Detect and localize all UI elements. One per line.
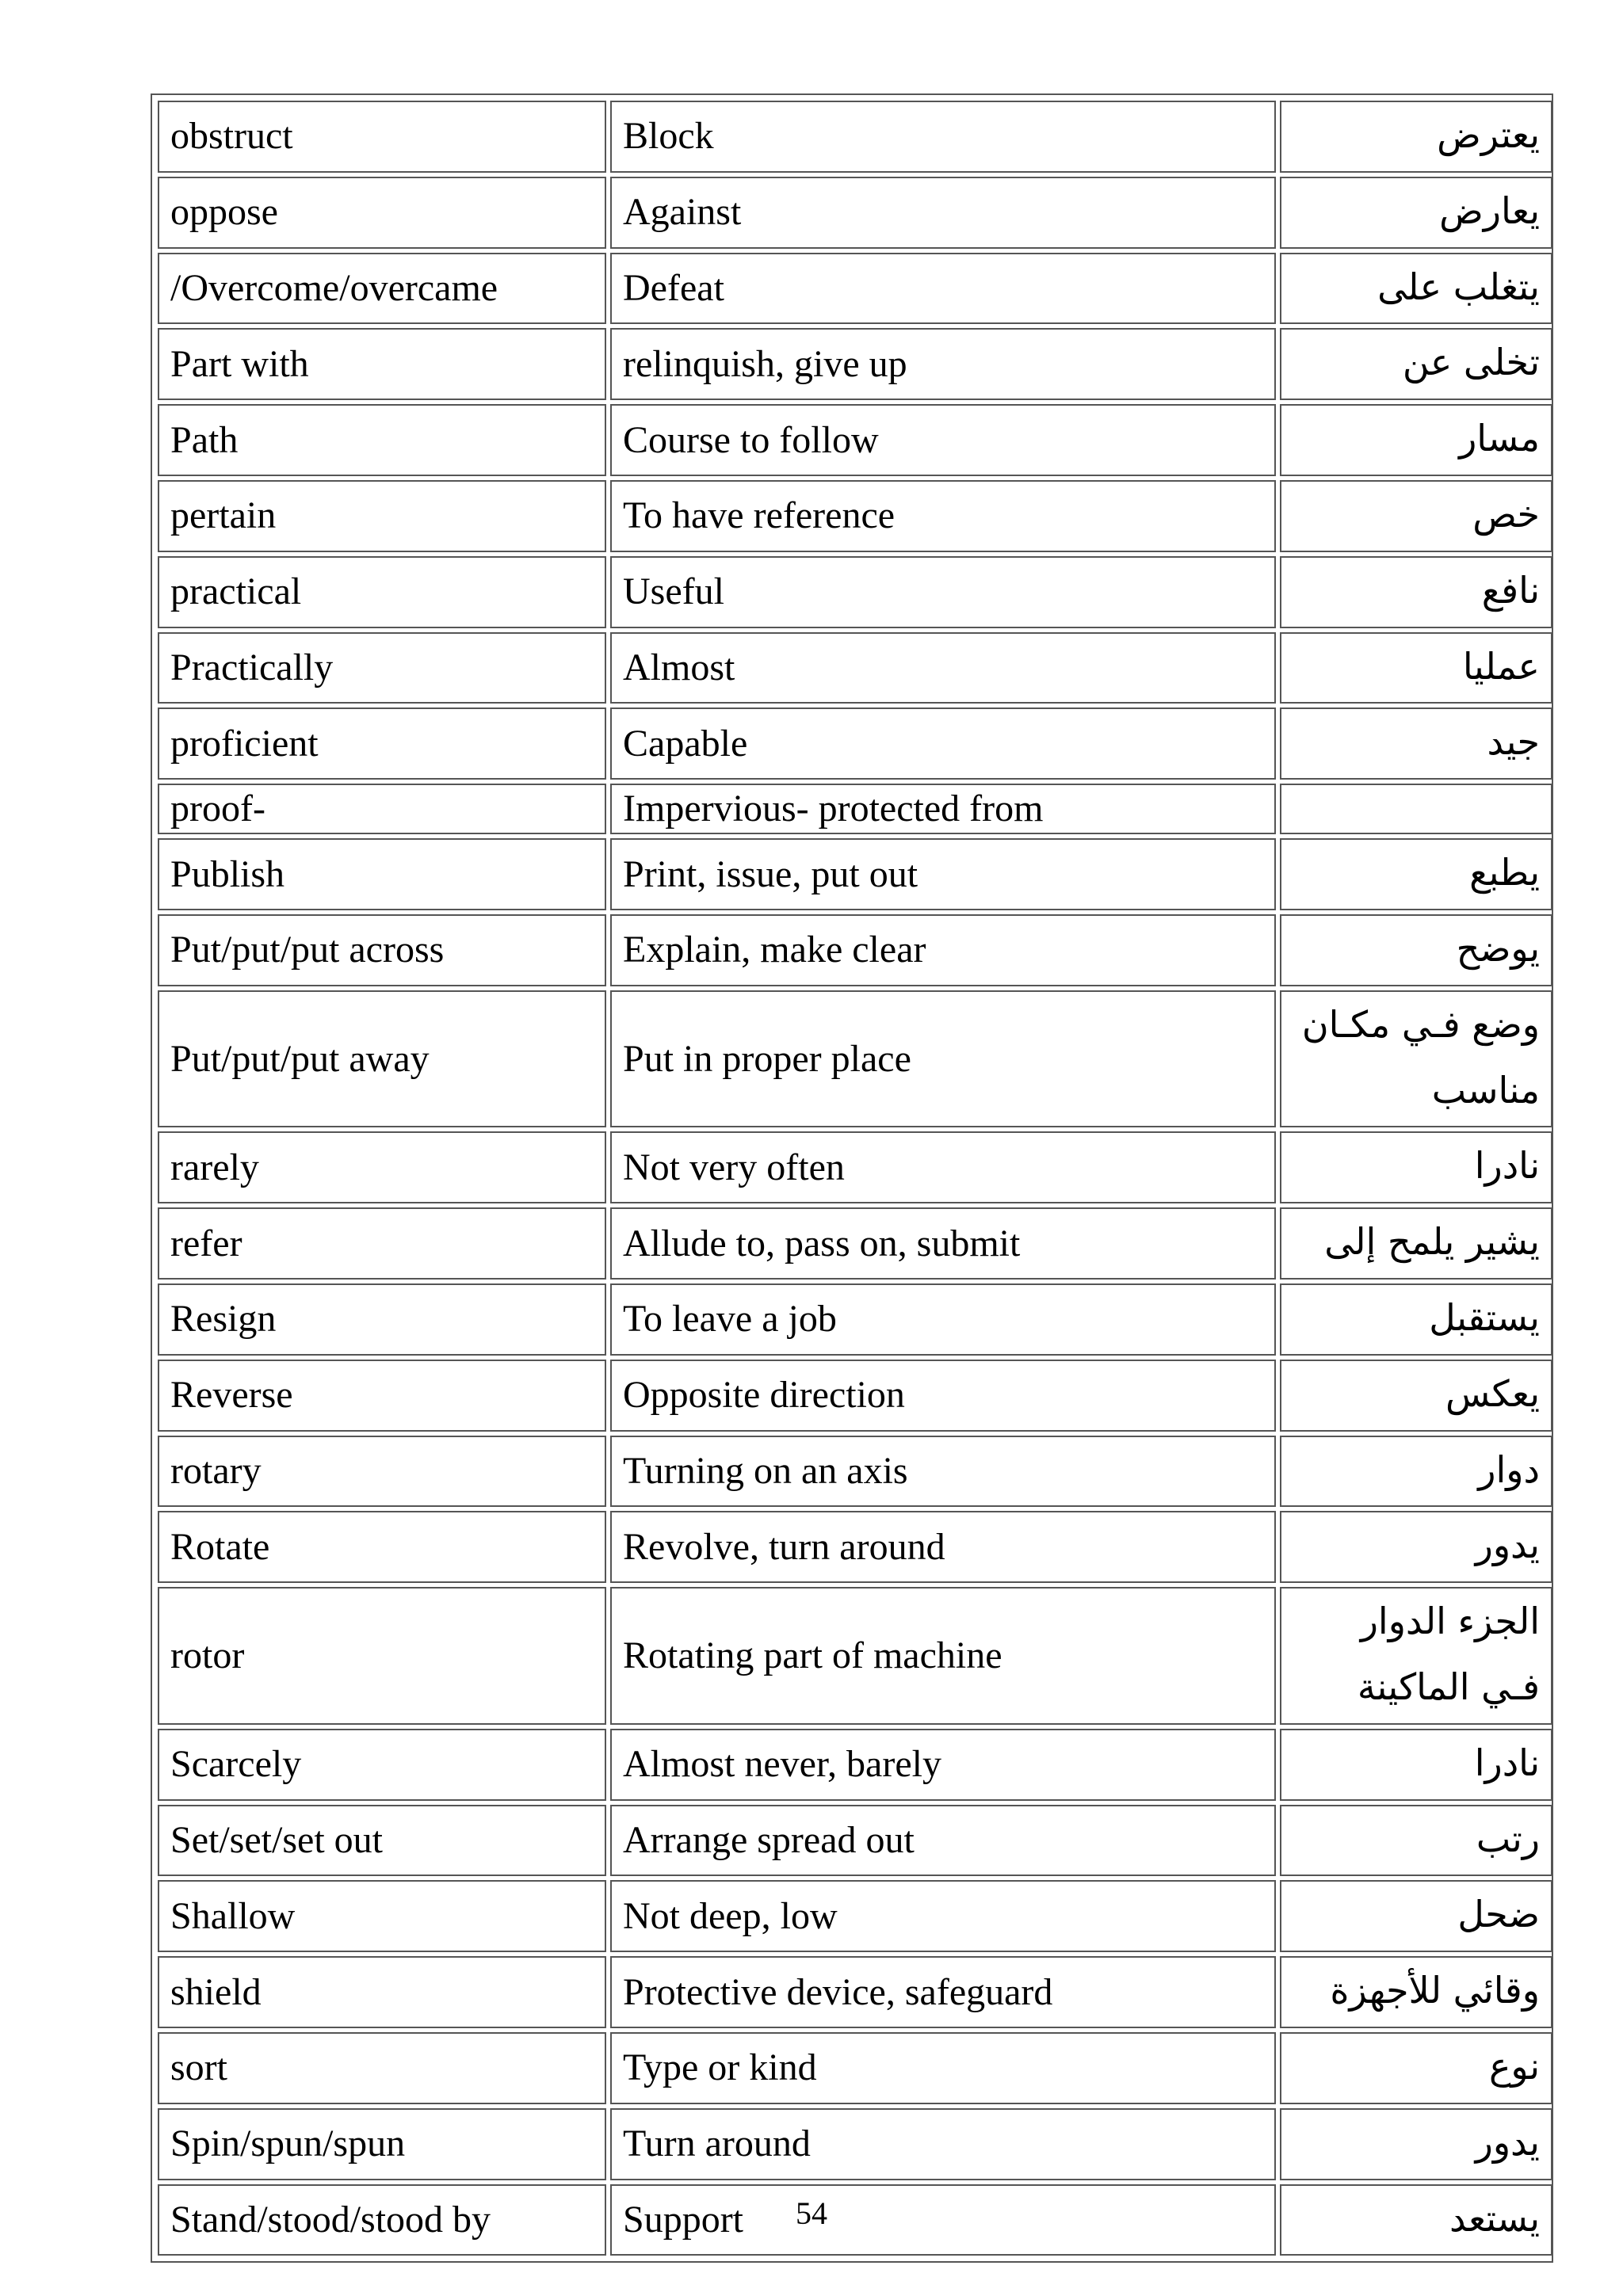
page-number: 54 xyxy=(796,2195,827,2231)
meaning-cell: Not deep, low xyxy=(610,1880,1276,1952)
table-row xyxy=(158,1587,1552,1725)
table-row xyxy=(158,707,1552,780)
term-cell: refer xyxy=(158,1207,606,1280)
table-row xyxy=(158,1956,1552,2028)
arabic-cell: يشير يلمح إلى xyxy=(1280,1207,1552,1280)
term-cell: Shallow xyxy=(158,1880,606,1952)
table-row xyxy=(158,1360,1552,1432)
table-row xyxy=(158,101,1552,173)
arabic-cell: يعارض xyxy=(1280,177,1552,249)
meaning-cell: Almost xyxy=(610,632,1276,704)
meaning-cell: To have reference xyxy=(610,480,1276,552)
term-cell: Practically xyxy=(158,632,606,704)
term-cell: sort xyxy=(158,2032,606,2104)
arabic-cell: يستعد xyxy=(1280,2184,1552,2256)
arabic-cell: وضع فـي مكـان مناسب xyxy=(1280,990,1552,1128)
meaning-cell: Explain, make clear xyxy=(610,914,1276,986)
arabic-cell: نافع xyxy=(1280,556,1552,628)
arabic-cell: يوضح xyxy=(1280,914,1552,986)
meaning-cell: Defeat xyxy=(610,253,1276,325)
meaning-cell: Print, issue, put out xyxy=(610,838,1276,910)
arabic-cell: خص xyxy=(1280,480,1552,552)
table-row xyxy=(158,632,1552,704)
arabic-cell: نوع xyxy=(1280,2032,1552,2104)
meaning-cell: Course to follow xyxy=(610,404,1276,476)
arabic-cell: الجزء الدوار فـي الماكينة xyxy=(1280,1587,1552,1725)
table-row xyxy=(158,1729,1552,1801)
arabic-cell: نادرا xyxy=(1280,1729,1552,1801)
meaning-cell: Revolve, turn around xyxy=(610,1511,1276,1583)
term-cell: proof- xyxy=(158,784,606,834)
meaning-cell: Rotating part of machine xyxy=(610,1587,1276,1725)
term-cell: /Overcome/overcame xyxy=(158,253,606,325)
term-cell: Rotate xyxy=(158,1511,606,1583)
arabic-cell: يستقبل xyxy=(1280,1283,1552,1356)
arabic-cell: يدور xyxy=(1280,1511,1552,1583)
term-cell: proficient xyxy=(158,707,606,780)
term-cell: Publish xyxy=(158,838,606,910)
arabic-cell: يعكس xyxy=(1280,1360,1552,1432)
table-row xyxy=(158,1283,1552,1356)
table-row xyxy=(158,1131,1552,1203)
term-cell: Resign xyxy=(158,1283,606,1356)
term-cell: obstruct xyxy=(158,101,606,173)
table-row xyxy=(158,1436,1552,1508)
term-cell: rarely xyxy=(158,1131,606,1203)
meaning-cell: Support xyxy=(610,2184,1276,2256)
meaning-cell: Not very often xyxy=(610,1131,1276,1203)
meaning-cell: Useful xyxy=(610,556,1276,628)
arabic-cell: تخلى عن xyxy=(1280,328,1552,400)
glossary-table xyxy=(154,97,1556,2260)
glossary-table-frame xyxy=(151,93,1553,2263)
meaning-cell: Arrange spread out xyxy=(610,1805,1276,1877)
meaning-cell: Impervious- protected from xyxy=(610,784,1276,834)
term-cell: Path xyxy=(158,404,606,476)
table-row xyxy=(158,838,1552,910)
table-row xyxy=(158,990,1552,1128)
term-cell: Part with xyxy=(158,328,606,400)
table-row xyxy=(158,404,1552,476)
arabic-cell: يعترض xyxy=(1280,101,1552,173)
meaning-cell: Almost never, barely xyxy=(610,1729,1276,1801)
meaning-cell: Turning on an axis xyxy=(610,1436,1276,1508)
meaning-cell: relinquish, give up xyxy=(610,328,1276,400)
meaning-cell: Type or kind xyxy=(610,2032,1276,2104)
arabic-cell: عمليا xyxy=(1280,632,1552,704)
table-row xyxy=(158,177,1552,249)
meaning-cell: Against xyxy=(610,177,1276,249)
term-cell: rotor xyxy=(158,1587,606,1725)
table-row xyxy=(158,1805,1552,1877)
term-cell: Scarcely xyxy=(158,1729,606,1801)
arabic-cell: رتب xyxy=(1280,1805,1552,1877)
term-cell: shield xyxy=(158,1956,606,2028)
meaning-cell: Opposite direction xyxy=(610,1360,1276,1432)
table-row xyxy=(158,328,1552,400)
term-cell: Stand/stood/stood by xyxy=(158,2184,606,2256)
table-row xyxy=(158,1207,1552,1280)
table-row xyxy=(158,914,1552,986)
term-cell: Put/put/put away xyxy=(158,990,606,1128)
term-cell: rotary xyxy=(158,1436,606,1508)
term-cell: Put/put/put across xyxy=(158,914,606,986)
table-row xyxy=(158,556,1552,628)
arabic-cell: وقائي للأجهزة xyxy=(1280,1956,1552,2028)
table-row xyxy=(158,1880,1552,1952)
arabic-cell: ضحل xyxy=(1280,1880,1552,1952)
term-cell: practical xyxy=(158,556,606,628)
meaning-cell: Protective device, safeguard xyxy=(610,1956,1276,2028)
meaning-cell: Block xyxy=(610,101,1276,173)
table-row xyxy=(158,784,1552,834)
meaning-cell: To leave a job xyxy=(610,1283,1276,1356)
table-row xyxy=(158,2032,1552,2104)
table-row xyxy=(158,1511,1552,1583)
arabic-cell: دوار xyxy=(1280,1436,1552,1508)
arabic-cell: مسار xyxy=(1280,404,1552,476)
table-row xyxy=(158,2108,1552,2180)
arabic-cell: جيد xyxy=(1280,707,1552,780)
arabic-cell: يتغلب على xyxy=(1280,253,1552,325)
arabic-cell: يدور xyxy=(1280,2108,1552,2180)
term-cell: Set/set/set out xyxy=(158,1805,606,1877)
term-cell: Spin/spun/spun xyxy=(158,2108,606,2180)
meaning-cell: Allude to, pass on, submit xyxy=(610,1207,1276,1280)
meaning-cell: Turn around xyxy=(610,2108,1276,2180)
arabic-cell: يطبع xyxy=(1280,838,1552,910)
arabic-cell: نادرا xyxy=(1280,1131,1552,1203)
arabic-cell xyxy=(1280,784,1552,834)
term-cell: Reverse xyxy=(158,1360,606,1432)
meaning-cell: Put in proper place xyxy=(610,990,1276,1128)
term-cell: oppose xyxy=(158,177,606,249)
term-cell: pertain xyxy=(158,480,606,552)
meaning-cell: Capable xyxy=(610,707,1276,780)
table-row xyxy=(158,480,1552,552)
table-row xyxy=(158,253,1552,325)
